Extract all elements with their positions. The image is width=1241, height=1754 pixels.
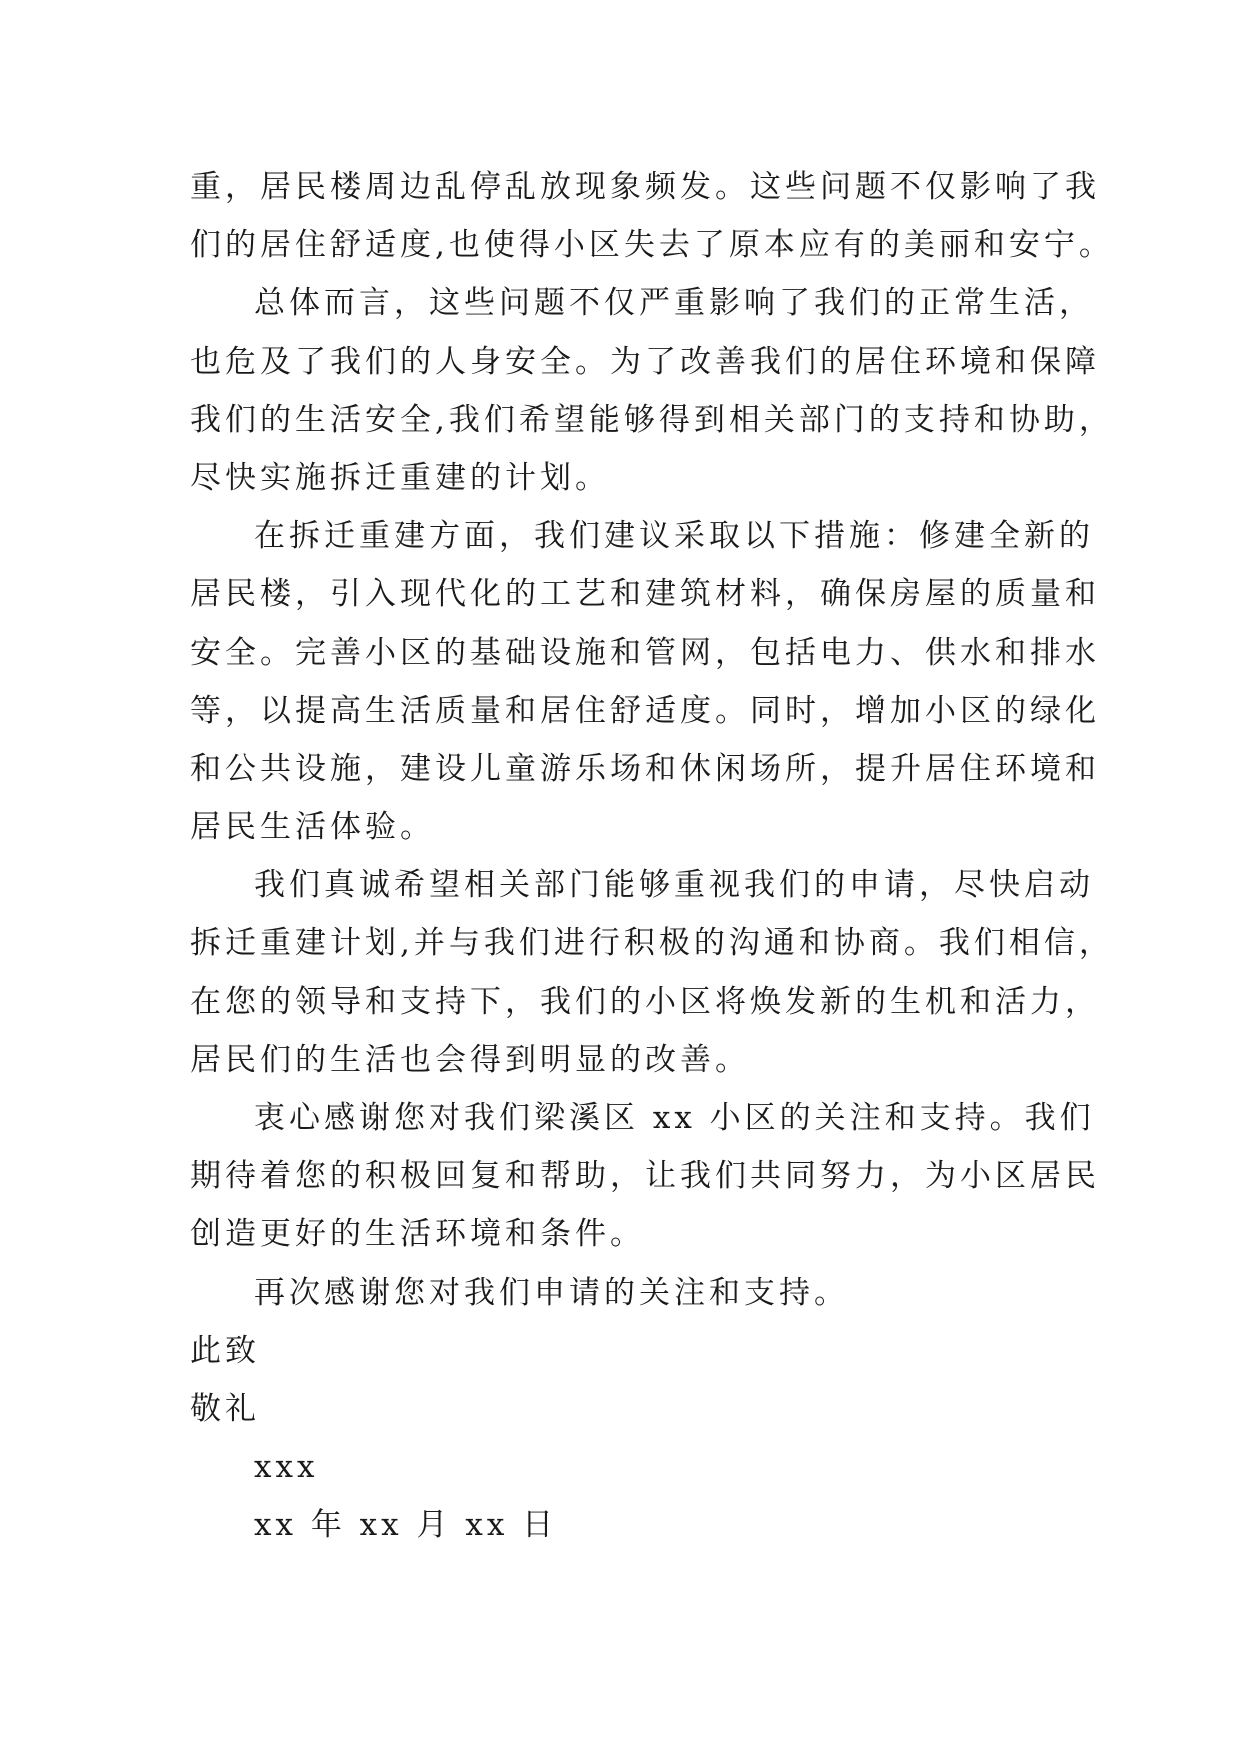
text-line: xx 年 xx 月 xx 日: [254, 1507, 558, 1544]
text-line: 我们的生活安全,我们希望能够得到相关部门的支持和协助，: [190, 401, 1114, 438]
text-line: 此致: [190, 1332, 260, 1369]
text-line: 敬礼: [190, 1390, 260, 1427]
text-line: 期待着您的积极回复和帮助，让我们共同努力，为小区居民: [190, 1158, 1100, 1195]
text-line: 在拆迁重建方面，我们建议采取以下措施：修建全新的: [254, 518, 1094, 555]
text-line: xxx: [254, 1449, 319, 1486]
text-line: 重，居民楼周边乱停乱放现象频发。这些问题不仅影响了我: [190, 169, 1100, 205]
text-line: 等，以提高生活质量和居住舒适度。同时，增加小区的绿化: [190, 692, 1100, 729]
text-line: 衷心感谢您对我们梁溪区 xx 小区的关注和支持。我们: [254, 1100, 1095, 1136]
text-line: 居民们的生活也会得到明显的改善。: [190, 1041, 750, 1078]
text-line: 我们真诚希望相关部门能够重视我们的申请，尽快启动: [254, 867, 1094, 904]
text-line: 尽快实施拆迁重建的计划。: [190, 459, 610, 496]
text-line: 和公共设施，建设儿童游乐场和休闲场所，提升居住环境和: [190, 750, 1100, 787]
text-line: 居民楼，引入现代化的工艺和建筑材料，确保房屋的质量和: [190, 576, 1100, 613]
text-line: 居民生活体验。: [190, 809, 435, 846]
text-line: 安全。完善小区的基础设施和管网，包括电力、供水和排水: [190, 634, 1100, 671]
text-line: 们的居住舒适度,也使得小区失去了原本应有的美丽和安宁。: [190, 227, 1114, 264]
text-line: 也危及了我们的人身安全。为了改善我们的居住环境和保障: [190, 343, 1100, 380]
text-line: 在您的领导和支持下，我们的小区将焕发新的生机和活力，: [190, 983, 1100, 1020]
text-line: 拆迁重建计划,并与我们进行积极的沟通和协商。我们相信，: [190, 925, 1114, 962]
text-line: 总体而言，这些问题不仅严重影响了我们的正常生活，: [254, 285, 1094, 322]
text-line: 再次感谢您对我们申请的关注和支持。: [254, 1274, 849, 1311]
text-line: 创造更好的生活环境和条件。: [190, 1216, 645, 1253]
letter-body: [190, 158, 1114, 1555]
